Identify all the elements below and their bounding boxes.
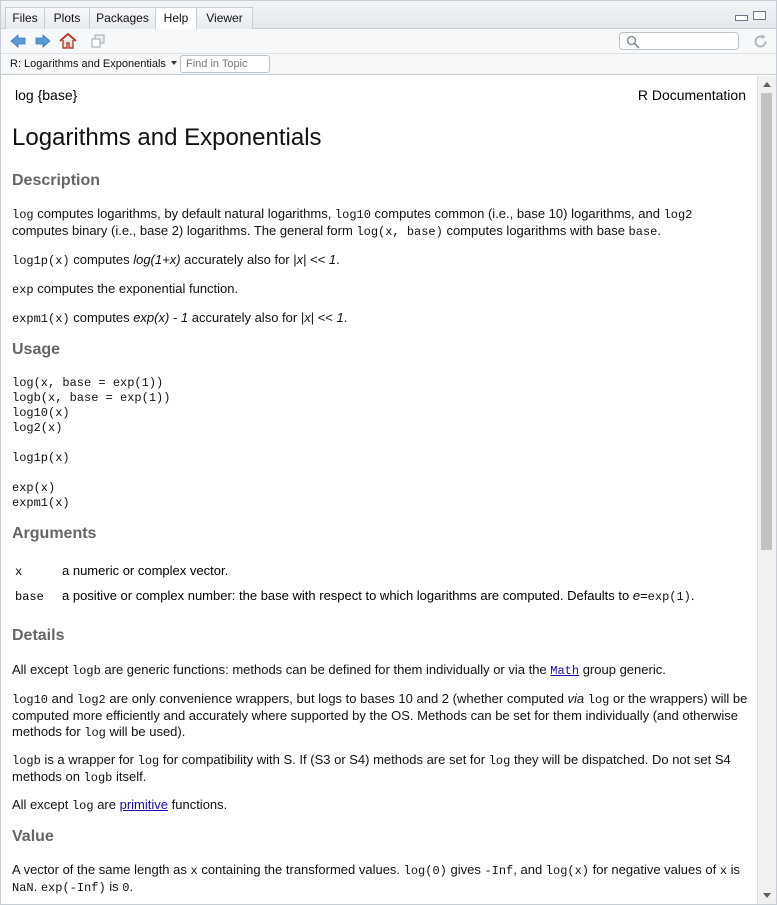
scroll-up-icon[interactable] bbox=[763, 82, 771, 87]
section-heading-description: Description bbox=[12, 172, 101, 189]
chevron-down-icon bbox=[171, 61, 177, 65]
details-paragraph-1: All except logb are generic functions: methods can be defined for them individually or via the Math group generic. bbox=[12, 662, 666, 678]
details-paragraph-2: log10 and log2 are only convenience wrappers, but logs to bases 10 and 2 (whether computed via log or the wrappers) will be computed more efficiently and accurately where supported by the OS. Methods can be set for them individually (and otherwise methods for log will be used). bbox=[12, 691, 748, 740]
math-link[interactable]: Math bbox=[550, 664, 580, 678]
doc-source: R Documentation bbox=[637, 87, 746, 103]
section-heading-arguments: Arguments bbox=[12, 525, 97, 542]
page-title: Logarithms and Exponentials bbox=[12, 124, 322, 151]
doc-name: log {base} bbox=[15, 87, 78, 103]
section-heading-details: Details bbox=[12, 627, 65, 644]
refresh-icon[interactable] bbox=[752, 33, 769, 50]
usage-code-block-1: log(x, base = exp(1)) logb(x, base = exp(1)) log10(x) log2(x) bbox=[12, 376, 171, 435]
description-paragraph-4: expm1(x) computes exp(x) - 1 accurately also for |x| << 1. bbox=[12, 310, 348, 326]
back-arrow-icon[interactable] bbox=[10, 33, 26, 49]
details-paragraph-4: All except log are primitive functions. bbox=[12, 797, 228, 813]
minimize-pane-icon[interactable] bbox=[735, 15, 748, 21]
topic-dropdown[interactable] bbox=[10, 57, 177, 71]
details-paragraph-3: logb is a wrapper for log for compatibility with S. If (S3 or S4) methods are set for log they will be dispatched. Do not set S4 methods on logb itself. bbox=[12, 752, 731, 785]
section-heading-usage: Usage bbox=[12, 341, 61, 358]
value-paragraph-1: A vector of the same length as x containing the transformed values. log(0) gives -Inf, and log(x) for negative values of x is NaN. exp(-Inf) is 0. bbox=[12, 862, 741, 895]
forward-arrow-icon[interactable] bbox=[35, 33, 51, 49]
pane-tab-bar bbox=[1, 1, 776, 29]
tab-help[interactable]: Help bbox=[155, 7, 197, 30]
argument-name: base bbox=[15, 590, 44, 604]
tab-packages[interactable]: Packages bbox=[89, 7, 156, 29]
tab-plots[interactable]: Plots bbox=[44, 7, 90, 29]
find-in-topic-input[interactable] bbox=[180, 55, 270, 73]
help-search-input[interactable] bbox=[619, 32, 739, 50]
argument-description: a numeric or complex vector. bbox=[62, 563, 229, 578]
help-toolbar bbox=[1, 29, 776, 54]
topic-bar bbox=[1, 54, 776, 75]
home-icon[interactable] bbox=[59, 32, 77, 50]
popout-icon[interactable] bbox=[90, 33, 106, 49]
help-content bbox=[1, 76, 757, 904]
search-icon bbox=[626, 35, 640, 49]
argument-description: a positive or complex number: the base with respect to which logarithms are computed. Defaults to e=exp(1). bbox=[62, 588, 695, 604]
maximize-pane-icon[interactable] bbox=[753, 11, 766, 20]
section-heading-value: Value bbox=[12, 828, 54, 845]
description-paragraph-1: log computes logarithms, by default natural logarithms, log10 computes common (i.e., base 10) logarithms, and log2 computes binary (i.e., base 2) logarithms. The general form log(x, base) computes logarithms with base base. bbox=[12, 206, 693, 239]
topic-dropdown-label: R: Logarithms and Exponentials bbox=[10, 58, 166, 70]
tab-viewer[interactable]: Viewer bbox=[196, 7, 253, 29]
argument-name: x bbox=[15, 565, 23, 579]
tab-files[interactable]: Files bbox=[5, 7, 45, 29]
vertical-scrollbar[interactable] bbox=[757, 76, 776, 904]
usage-code-block-3: exp(x) expm1(x) bbox=[12, 481, 70, 510]
description-paragraph-2: log1p(x) computes log(1+x) accurately also for |x| << 1. bbox=[12, 252, 340, 268]
primitive-link[interactable]: primitive bbox=[119, 797, 169, 812]
scroll-down-icon[interactable] bbox=[763, 893, 771, 898]
usage-code-block-2: log1p(x) bbox=[12, 451, 70, 465]
description-paragraph-3: exp computes the exponential function. bbox=[12, 281, 239, 297]
scrollbar-thumb[interactable] bbox=[761, 93, 772, 550]
